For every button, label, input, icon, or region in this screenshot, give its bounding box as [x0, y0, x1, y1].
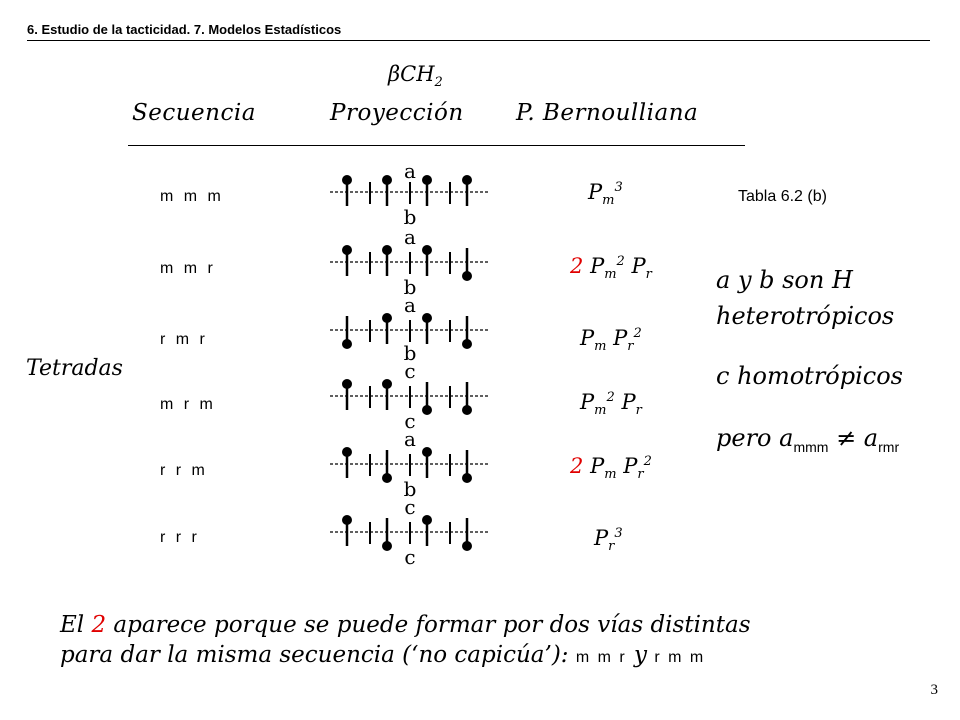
- column-head-bernoulli: P. Bernoulliana: [516, 100, 699, 126]
- probability-expression: $P_r^3$: [594, 526, 623, 555]
- diagram-letter: c: [404, 545, 416, 569]
- column-head-secuencia: Secuencia: [132, 100, 256, 126]
- projection-row-rrm: [330, 427, 490, 501]
- column-head-divider: [128, 145, 745, 146]
- footer-coefficient-two: 2: [91, 612, 107, 638]
- tetradas-label: Tetradas: [26, 356, 123, 381]
- sequence-label: r r r: [160, 529, 200, 546]
- note-line: heterotrópicos: [716, 302, 895, 330]
- projection-row-mmm: [330, 160, 490, 229]
- diagram-letter: a: [404, 427, 416, 451]
- diagram-letter: b: [403, 341, 417, 365]
- note-line: c homotrópicos: [716, 362, 903, 390]
- beta-ch2-label: [388, 62, 443, 90]
- page-header-title: 6. Estudio de la tacticidad. 7. Modelos Estadísticos: [27, 22, 342, 37]
- note-line: a y b son H: [716, 266, 853, 294]
- diagram-letter: c: [404, 409, 416, 433]
- beta-ch-sub: 2: [434, 75, 443, 91]
- diagram-letter: b: [403, 275, 417, 299]
- probability-expression: $P_m^3$: [588, 180, 623, 209]
- diagram-letter: b: [403, 477, 417, 501]
- header-divider: [27, 40, 930, 41]
- diagram-letter: c: [404, 359, 416, 383]
- footer-explanation-line2: para dar la misma secuencia (‘no capicúa’): m m r y r m m: [60, 642, 706, 668]
- sequence-label: m m r: [160, 260, 216, 277]
- table-caption: Tabla 6.2 (b): [738, 188, 827, 205]
- probability-expression: 2 $P_m^2$ $P_r$: [570, 254, 652, 283]
- diagram-letter: a: [404, 225, 416, 249]
- coefficient-two: 2: [570, 454, 584, 478]
- column-head-proyeccion: Proyección: [330, 100, 464, 126]
- probability-expression: $P_m$ $P_r^2$: [580, 326, 642, 355]
- page-number: 3: [930, 682, 938, 698]
- projection-row-mmr: [330, 225, 490, 299]
- sequence-label: m m m: [160, 188, 224, 205]
- diagram-letter: a: [404, 293, 416, 317]
- diagram-letter: a: [404, 160, 416, 183]
- sequence-label: r m r: [160, 331, 208, 348]
- projection-row-mrm: [330, 359, 490, 433]
- projection-row-rmr: [330, 293, 490, 365]
- coefficient-two: 2: [570, 254, 584, 278]
- note-line-inequality: pero $a_{mmm} \ne a_{rmr}$: [716, 424, 900, 455]
- diagram-letter: c: [404, 495, 416, 519]
- sequence-label: r r m: [160, 462, 208, 479]
- probability-expression: 2 $P_m$ $P_r^2$: [570, 454, 652, 483]
- projection-diagrams: [325, 160, 495, 580]
- diagram-letter: b: [403, 205, 417, 229]
- probability-expression: $P_m^2$ $P_r$: [580, 390, 642, 419]
- beta-ch-text: βCH: [388, 62, 435, 86]
- footer-explanation-line1: El 2 aparece porque se puede formar por dos vías distintas: [60, 612, 751, 638]
- projection-row-rrr: [330, 495, 490, 569]
- sequence-label: m r m: [160, 396, 216, 413]
